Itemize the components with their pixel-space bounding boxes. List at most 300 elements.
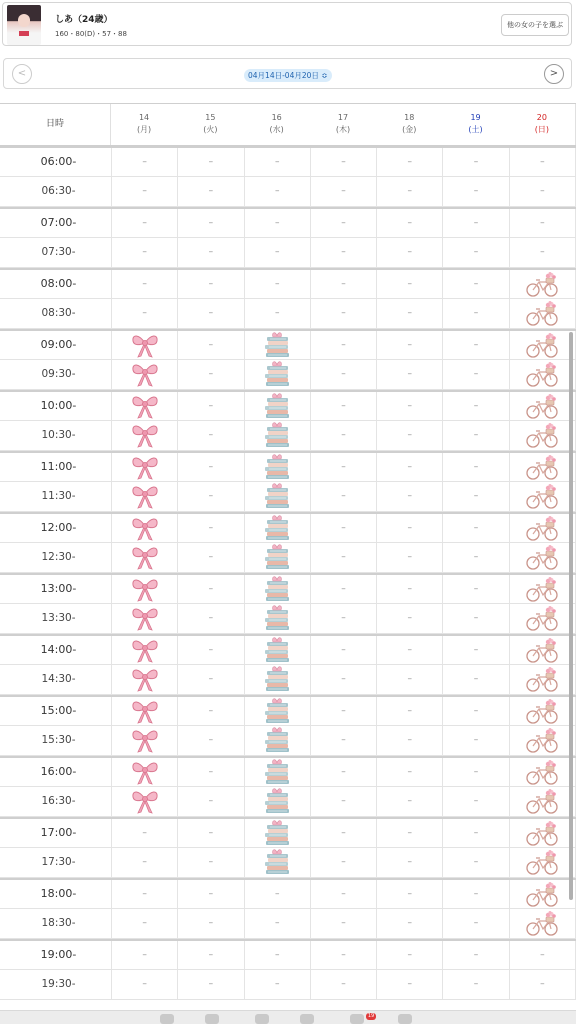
flower-bicycle-icon bbox=[525, 360, 559, 388]
empty-slot: – bbox=[443, 209, 509, 237]
available-slot[interactable] bbox=[112, 604, 178, 634]
available-slot[interactable] bbox=[112, 575, 178, 603]
empty-slot: – bbox=[178, 665, 244, 695]
available-slot[interactable] bbox=[245, 543, 311, 573]
empty-slot: – bbox=[443, 941, 509, 969]
available-slot[interactable] bbox=[112, 787, 178, 817]
empty-slot: – bbox=[311, 697, 377, 725]
available-slot[interactable] bbox=[510, 909, 576, 939]
avatar[interactable] bbox=[7, 5, 41, 45]
flower-bicycle-icon bbox=[525, 848, 559, 876]
time-slot-label: 19:00- bbox=[0, 941, 112, 969]
empty-slot: – bbox=[311, 453, 377, 481]
empty-slot: – bbox=[377, 514, 443, 542]
stacked-books-icon bbox=[262, 758, 292, 786]
flower-bicycle-icon bbox=[525, 331, 559, 359]
ribbon-bow-icon bbox=[130, 332, 160, 358]
table-row bbox=[0, 634, 576, 665]
empty-slot: – bbox=[443, 970, 509, 1000]
empty-slot: – bbox=[178, 360, 244, 390]
stacked-books-icon bbox=[262, 360, 292, 388]
week-selector[interactable]: 04月14日-04月20日 ≎ bbox=[244, 69, 332, 82]
mail-icon[interactable] bbox=[350, 1014, 364, 1024]
available-slot[interactable] bbox=[112, 392, 178, 420]
circle-app-icon[interactable] bbox=[398, 1014, 412, 1024]
empty-slot: – bbox=[112, 177, 178, 207]
empty-slot: – bbox=[377, 331, 443, 359]
empty-slot: – bbox=[377, 270, 443, 298]
empty-slot: – bbox=[443, 177, 509, 207]
empty-slot: – bbox=[443, 543, 509, 573]
available-slot[interactable] bbox=[112, 482, 178, 512]
day-header-17 bbox=[310, 104, 376, 145]
empty-slot: – bbox=[245, 909, 311, 939]
day-number: 18 bbox=[404, 113, 415, 122]
empty-slot: – bbox=[443, 148, 509, 176]
flower-bicycle-icon bbox=[525, 514, 559, 542]
available-slot[interactable] bbox=[510, 543, 576, 573]
empty-slot: – bbox=[377, 482, 443, 512]
available-slot[interactable] bbox=[245, 819, 311, 847]
day-number: 17 bbox=[337, 113, 349, 122]
empty-slot: – bbox=[443, 482, 509, 512]
available-slot[interactable] bbox=[112, 514, 178, 542]
ribbon-bow-icon bbox=[130, 361, 160, 387]
avatar-ribbon bbox=[19, 31, 29, 36]
empty-slot: – bbox=[178, 970, 244, 1000]
day-of-week: (土) bbox=[468, 125, 483, 134]
table-row bbox=[0, 451, 576, 482]
stacked-books-icon bbox=[262, 575, 292, 603]
flower-bicycle-icon bbox=[525, 543, 559, 571]
available-slot[interactable] bbox=[510, 819, 576, 847]
empty-slot: – bbox=[311, 270, 377, 298]
empty-slot: – bbox=[443, 331, 509, 359]
day-header-18 bbox=[376, 104, 442, 145]
empty-slot: – bbox=[443, 392, 509, 420]
available-slot[interactable] bbox=[245, 421, 311, 451]
empty-slot: – bbox=[443, 270, 509, 298]
day-of-week: (月) bbox=[136, 125, 152, 134]
empty-slot: – bbox=[245, 270, 311, 298]
time-slot-label: 14:30- bbox=[0, 665, 112, 695]
empty-slot: – bbox=[510, 177, 576, 207]
stacked-books-icon bbox=[262, 421, 292, 449]
available-slot[interactable] bbox=[510, 482, 576, 512]
time-slot-label: 16:30- bbox=[0, 787, 112, 817]
empty-slot: – bbox=[443, 787, 509, 817]
empty-slot: – bbox=[311, 880, 377, 908]
time-slot-label: 09:00- bbox=[0, 331, 112, 359]
empty-slot: – bbox=[377, 697, 443, 725]
time-slot-label: 08:30- bbox=[0, 299, 112, 329]
empty-slot: – bbox=[443, 636, 509, 664]
time-column-header: 日時 bbox=[0, 104, 111, 145]
empty-slot: – bbox=[178, 726, 244, 756]
flower-bicycle-icon bbox=[525, 636, 559, 664]
flower-bicycle-icon bbox=[525, 909, 559, 937]
time-slot-label: 17:00- bbox=[0, 819, 112, 847]
empty-slot: – bbox=[311, 148, 377, 176]
table-row bbox=[0, 695, 576, 726]
day-of-week: (水) bbox=[269, 125, 284, 134]
available-slot[interactable] bbox=[510, 299, 576, 329]
empty-slot: – bbox=[311, 909, 377, 939]
available-slot[interactable] bbox=[510, 270, 576, 298]
flower-bicycle-icon bbox=[525, 604, 559, 632]
time-slot-label: 15:30- bbox=[0, 726, 112, 756]
empty-slot: – bbox=[311, 726, 377, 756]
empty-slot: – bbox=[178, 636, 244, 664]
available-slot[interactable] bbox=[245, 665, 311, 695]
time-slot-label: 10:00- bbox=[0, 392, 112, 420]
empty-slot: – bbox=[178, 421, 244, 451]
available-slot[interactable] bbox=[510, 758, 576, 786]
empty-slot: – bbox=[178, 697, 244, 725]
ribbon-bow-icon bbox=[130, 698, 160, 724]
empty-slot: – bbox=[245, 941, 311, 969]
time-slot-label: 06:30- bbox=[0, 177, 112, 207]
empty-slot: – bbox=[377, 575, 443, 603]
day-header-15 bbox=[177, 104, 243, 145]
next-week-button[interactable]: > bbox=[544, 64, 564, 84]
empty-slot: – bbox=[377, 238, 443, 268]
empty-slot: – bbox=[510, 970, 576, 1000]
empty-slot: – bbox=[311, 787, 377, 817]
empty-slot: – bbox=[245, 880, 311, 908]
browser-icon[interactable] bbox=[300, 1014, 314, 1024]
time-slot-label: 13:00- bbox=[0, 575, 112, 603]
table-row bbox=[0, 726, 576, 757]
empty-slot: – bbox=[443, 514, 509, 542]
table-row bbox=[0, 848, 576, 879]
day-number: 16 bbox=[271, 113, 282, 122]
available-slot[interactable] bbox=[510, 360, 576, 390]
flower-bicycle-icon bbox=[525, 270, 559, 298]
empty-slot: – bbox=[178, 238, 244, 268]
empty-slot: – bbox=[377, 848, 443, 878]
empty-slot: – bbox=[377, 209, 443, 237]
empty-slot: – bbox=[178, 819, 244, 847]
flower-bicycle-icon bbox=[525, 421, 559, 449]
empty-slot: – bbox=[311, 209, 377, 237]
stacked-books-icon bbox=[262, 697, 292, 725]
empty-slot: – bbox=[377, 787, 443, 817]
available-slot[interactable] bbox=[510, 514, 576, 542]
day-of-week: (火) bbox=[203, 125, 218, 134]
available-slot[interactable] bbox=[245, 360, 311, 390]
day-number: 14 bbox=[138, 113, 150, 122]
table-row bbox=[0, 970, 576, 1001]
time-slot-label: 13:30- bbox=[0, 604, 112, 634]
table-row bbox=[0, 787, 576, 818]
stacked-books-icon bbox=[262, 665, 292, 693]
empty-slot: – bbox=[178, 299, 244, 329]
ribbon-bow-icon bbox=[130, 576, 160, 602]
available-slot[interactable] bbox=[245, 787, 311, 817]
empty-slot: – bbox=[178, 543, 244, 573]
empty-slot: – bbox=[311, 331, 377, 359]
table-row bbox=[0, 604, 576, 635]
table-row bbox=[0, 360, 576, 391]
flower-bicycle-icon bbox=[525, 758, 559, 786]
empty-slot: – bbox=[510, 148, 576, 176]
table-row bbox=[0, 939, 576, 970]
empty-slot: – bbox=[377, 148, 443, 176]
available-slot[interactable] bbox=[245, 758, 311, 786]
time-slot-label: 15:00- bbox=[0, 697, 112, 725]
phone-icon[interactable] bbox=[255, 1014, 269, 1024]
available-slot[interactable] bbox=[510, 726, 576, 756]
ribbon-bow-icon bbox=[130, 727, 160, 753]
day-of-week: (金) bbox=[402, 125, 417, 134]
empty-slot: – bbox=[443, 360, 509, 390]
empty-slot: – bbox=[377, 758, 443, 786]
empty-slot: – bbox=[112, 848, 178, 878]
empty-slot: – bbox=[377, 299, 443, 329]
empty-slot: – bbox=[178, 270, 244, 298]
available-slot[interactable] bbox=[245, 848, 311, 878]
empty-slot: – bbox=[311, 543, 377, 573]
available-slot[interactable] bbox=[245, 331, 311, 359]
available-slot[interactable] bbox=[112, 758, 178, 786]
day-number: 20 bbox=[536, 113, 547, 122]
empty-slot: – bbox=[377, 453, 443, 481]
empty-slot: – bbox=[311, 421, 377, 451]
available-slot[interactable] bbox=[112, 360, 178, 390]
time-slot-label: 18:30- bbox=[0, 909, 112, 939]
available-slot[interactable] bbox=[510, 848, 576, 878]
stacked-books-icon bbox=[262, 819, 292, 847]
empty-slot: – bbox=[245, 177, 311, 207]
empty-slot: – bbox=[112, 970, 178, 1000]
available-slot[interactable] bbox=[245, 482, 311, 512]
empty-slot: – bbox=[112, 238, 178, 268]
available-slot[interactable] bbox=[510, 880, 576, 908]
time-slot-label: 16:00- bbox=[0, 758, 112, 786]
empty-slot: – bbox=[178, 941, 244, 969]
flower-bicycle-icon bbox=[525, 787, 559, 815]
empty-slot: – bbox=[311, 177, 377, 207]
empty-slot: – bbox=[443, 238, 509, 268]
empty-slot: – bbox=[178, 909, 244, 939]
empty-slot: – bbox=[443, 819, 509, 847]
ribbon-bow-icon bbox=[130, 544, 160, 570]
time-slot-label: 14:00- bbox=[0, 636, 112, 664]
empty-slot: – bbox=[377, 543, 443, 573]
available-slot[interactable] bbox=[245, 392, 311, 420]
table-row bbox=[0, 390, 576, 421]
available-slot[interactable] bbox=[510, 604, 576, 634]
available-slot[interactable] bbox=[245, 514, 311, 542]
available-slot[interactable] bbox=[510, 575, 576, 603]
stacked-books-icon bbox=[262, 636, 292, 664]
flower-bicycle-icon bbox=[525, 299, 559, 327]
time-slot-label: 07:00- bbox=[0, 209, 112, 237]
table-row bbox=[0, 573, 576, 604]
schedule-header-row bbox=[0, 103, 576, 146]
profile-name: しあ（24歳） bbox=[55, 15, 113, 25]
scrollbar[interactable] bbox=[569, 332, 573, 900]
ribbon-bow-icon bbox=[130, 759, 160, 785]
available-slot[interactable] bbox=[112, 726, 178, 756]
time-slot-label: 17:30- bbox=[0, 848, 112, 878]
empty-slot: – bbox=[443, 604, 509, 634]
day-header-14 bbox=[111, 104, 177, 145]
empty-slot: – bbox=[112, 270, 178, 298]
empty-slot: – bbox=[443, 299, 509, 329]
table-row bbox=[0, 421, 576, 452]
table-row bbox=[0, 238, 576, 269]
empty-slot: – bbox=[510, 238, 576, 268]
week-navigator bbox=[3, 58, 572, 89]
empty-slot: – bbox=[377, 819, 443, 847]
empty-slot: – bbox=[377, 909, 443, 939]
empty-slot: – bbox=[377, 392, 443, 420]
available-slot[interactable] bbox=[510, 331, 576, 359]
table-row bbox=[0, 329, 576, 360]
empty-slot: – bbox=[443, 880, 509, 908]
stacked-books-icon bbox=[262, 543, 292, 571]
flower-bicycle-icon bbox=[525, 665, 559, 693]
profile-card bbox=[2, 2, 572, 46]
time-slot-label: 06:00- bbox=[0, 148, 112, 176]
avatar-face bbox=[18, 14, 30, 27]
empty-slot: – bbox=[311, 819, 377, 847]
empty-slot: – bbox=[377, 726, 443, 756]
empty-slot: – bbox=[178, 787, 244, 817]
available-slot[interactable] bbox=[112, 543, 178, 573]
empty-slot: – bbox=[311, 299, 377, 329]
empty-slot: – bbox=[178, 575, 244, 603]
empty-slot: – bbox=[443, 726, 509, 756]
available-slot[interactable] bbox=[112, 665, 178, 695]
stacked-books-icon bbox=[262, 453, 292, 481]
empty-slot: – bbox=[178, 392, 244, 420]
day-header-19 bbox=[442, 104, 508, 145]
ribbon-bow-icon bbox=[130, 637, 160, 663]
empty-slot: – bbox=[311, 392, 377, 420]
available-slot[interactable] bbox=[245, 726, 311, 756]
time-slot-label: 08:00- bbox=[0, 270, 112, 298]
empty-slot: – bbox=[112, 819, 178, 847]
empty-slot: – bbox=[112, 941, 178, 969]
available-slot[interactable] bbox=[510, 787, 576, 817]
choose-other-girl-button[interactable]: 他の女の子を選ぶ bbox=[501, 14, 569, 36]
time-slot-label: 09:30- bbox=[0, 360, 112, 390]
table-row bbox=[0, 146, 576, 177]
schedule-rows bbox=[0, 146, 576, 1000]
stacked-books-icon bbox=[262, 848, 292, 876]
empty-slot: – bbox=[112, 909, 178, 939]
available-slot[interactable] bbox=[510, 392, 576, 420]
schedule-table bbox=[0, 103, 576, 1000]
available-slot[interactable] bbox=[245, 636, 311, 664]
available-slot[interactable] bbox=[510, 453, 576, 481]
stacked-books-icon bbox=[262, 392, 292, 420]
day-of-week: (日) bbox=[534, 125, 549, 134]
tools-icon[interactable] bbox=[205, 1014, 219, 1024]
chrome-icon[interactable] bbox=[160, 1014, 174, 1024]
empty-slot: – bbox=[311, 238, 377, 268]
ribbon-bow-icon bbox=[130, 515, 160, 541]
flower-bicycle-icon bbox=[525, 726, 559, 754]
ribbon-bow-icon bbox=[130, 788, 160, 814]
time-slot-label: 10:30- bbox=[0, 421, 112, 451]
table-row bbox=[0, 299, 576, 330]
time-slot-label: 19:30- bbox=[0, 970, 112, 1000]
time-slot-label: 18:00- bbox=[0, 880, 112, 908]
ribbon-bow-icon bbox=[130, 605, 160, 631]
available-slot[interactable] bbox=[245, 575, 311, 603]
table-row bbox=[0, 482, 576, 513]
table-row bbox=[0, 909, 576, 940]
available-slot[interactable] bbox=[510, 636, 576, 664]
empty-slot: – bbox=[311, 636, 377, 664]
empty-slot: – bbox=[245, 238, 311, 268]
empty-slot: – bbox=[311, 665, 377, 695]
available-slot[interactable] bbox=[245, 697, 311, 725]
ribbon-bow-icon bbox=[130, 666, 160, 692]
available-slot[interactable] bbox=[112, 697, 178, 725]
available-slot[interactable] bbox=[112, 331, 178, 359]
available-slot[interactable] bbox=[510, 421, 576, 451]
available-slot[interactable] bbox=[245, 453, 311, 481]
flower-bicycle-icon bbox=[525, 482, 559, 510]
empty-slot: – bbox=[510, 941, 576, 969]
empty-slot: – bbox=[178, 148, 244, 176]
available-slot[interactable] bbox=[112, 636, 178, 664]
available-slot[interactable] bbox=[510, 665, 576, 695]
empty-slot: – bbox=[377, 941, 443, 969]
empty-slot: – bbox=[311, 941, 377, 969]
table-row bbox=[0, 268, 576, 299]
empty-slot: – bbox=[245, 299, 311, 329]
stacked-books-icon bbox=[262, 482, 292, 510]
available-slot[interactable] bbox=[245, 604, 311, 634]
empty-slot: – bbox=[112, 880, 178, 908]
empty-slot: – bbox=[311, 575, 377, 603]
flower-bicycle-icon bbox=[525, 697, 559, 725]
available-slot[interactable] bbox=[112, 453, 178, 481]
available-slot[interactable] bbox=[510, 697, 576, 725]
time-slot-label: 12:30- bbox=[0, 543, 112, 573]
ribbon-bow-icon bbox=[130, 422, 160, 448]
empty-slot: – bbox=[443, 758, 509, 786]
table-row bbox=[0, 817, 576, 848]
prev-week-button[interactable]: < bbox=[12, 64, 32, 84]
empty-slot: – bbox=[178, 209, 244, 237]
time-slot-label: 07:30- bbox=[0, 238, 112, 268]
empty-slot: – bbox=[443, 665, 509, 695]
day-headers bbox=[111, 104, 576, 145]
flower-bicycle-icon bbox=[525, 453, 559, 481]
empty-slot: – bbox=[377, 665, 443, 695]
stacked-books-icon bbox=[262, 514, 292, 542]
empty-slot: – bbox=[178, 453, 244, 481]
available-slot[interactable] bbox=[112, 421, 178, 451]
empty-slot: – bbox=[311, 758, 377, 786]
table-row bbox=[0, 207, 576, 238]
empty-slot: – bbox=[112, 209, 178, 237]
empty-slot: – bbox=[245, 209, 311, 237]
table-row bbox=[0, 543, 576, 574]
time-slot-label: 12:00- bbox=[0, 514, 112, 542]
empty-slot: – bbox=[178, 482, 244, 512]
table-row bbox=[0, 756, 576, 787]
empty-slot: – bbox=[377, 636, 443, 664]
empty-slot: – bbox=[112, 148, 178, 176]
